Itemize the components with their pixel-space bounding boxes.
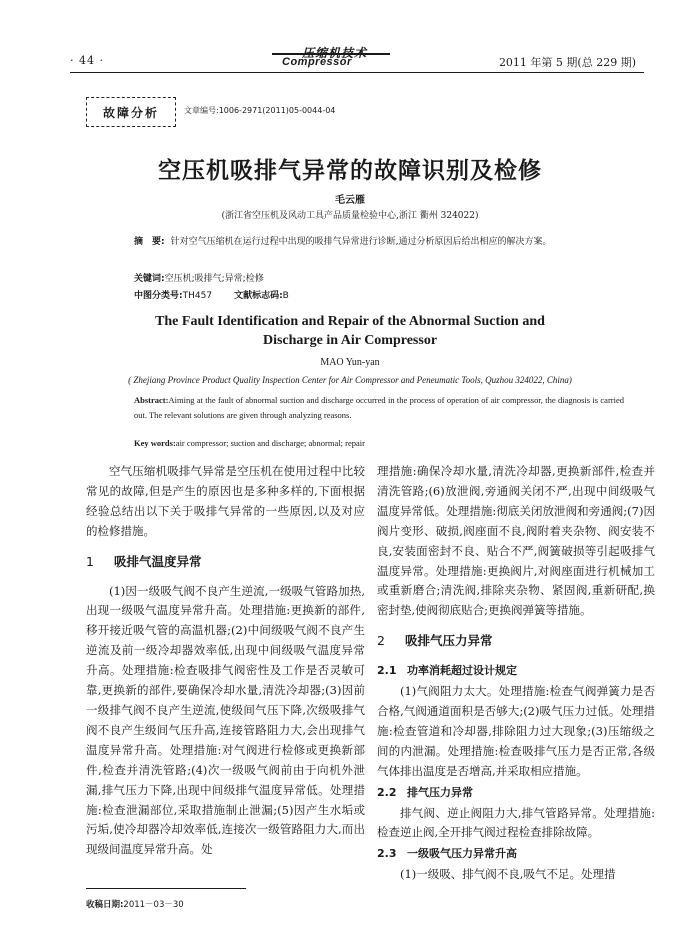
page-number: · 44 · [70,54,104,67]
category-box: 故障分析 [86,97,176,127]
title-en [0,312,700,350]
section-2-2-number: 2.2 [377,785,397,799]
body-left-column [86,462,365,860]
abstract-cn [134,234,620,251]
keywords-cn-text: 空压机;吸排气;异常;检修 [164,274,264,284]
section-2-title: 吸排气压力异常 [405,633,493,649]
section-2-2-title: 排气压力异常 [407,785,473,799]
keywords-cn-label: 关键词: [134,274,165,284]
article-number: 文章编号:1006-2971(2011)05-0044-04 [184,106,336,115]
section-2-heading [377,631,655,651]
section-2-2-heading [377,783,655,803]
classification [134,288,289,301]
abstract-cn-label: 摘 要: [134,237,165,247]
section-2-3-heading [377,844,655,864]
section-1-number: 1 [86,553,94,569]
keywords-en-text: air compressor; suction and discharge; abnormal; repair [175,438,365,448]
section-2-2-paragraph: 排气阀、逆止阀阻力大,排气管路异常。处理措施:检查逆止阀,全开排气阀过程检查排除故障。 [377,805,655,840]
abstract-en-text: Aiming at the fault of abnormal suction and discharge occurred in the process of operation of air compressor, the diagnosis is carried out. The relevant solutions are given through analyzing reasons. [134,395,624,420]
section-1-title: 吸排气温度异常 [114,553,202,569]
journal-logo [272,44,392,70]
abstract-en-label: Abstract: [134,395,169,405]
doc-code-label: 文献标志码: [234,291,283,301]
section-1-paragraph: (1)因一级吸气阀不良产生逆流,一级吸气管路加热,出现一级吸气温度异常升高。处理措施:更换新的部件,移开接近吸气管的高温机器;(2)中间级吸气阀不良产生逆流及前一级冷却器效率低,出现中间级吸气温度异常升高。处理措施:检查吸排气阀密性及工作是否灵敏可靠,更换新的部件,要确保冷却水量,清洗冷却器;(3)因前一级排气阀不良产生逆流,使级间气压下降,次级吸排气阀不良产生级间气压升高,连接管路阻力大,会出现排气温度异常升高。处理措施:对气阀进行检修或更换新部件,检查并清洗管路;(4)次一级吸气阀前由于向机外泄漏,排气压力下降,出现中间级排气温度异常低。处理措施:检查泄漏部位,采取措施制止泄漏;(5)因产生水垢或污垢,使冷却器冷却效率低,连接次一级管路阻力大,而出现级间温度异常升高。处 [86,583,365,857]
section-2-1-paragraph: (1)气阀阻力太大。处理措施:检查气阀弹簧力是否合格,气阀通道面积是否够大;(2)吸气压力过低。处理措施:检查管道和冷却器,排除阻力过大现象;(3)压缩级之间的内泄漏。处理措施:检查吸排气压力是否正常,各级气体排出温度是否增高,并采取相应措施。 [377,684,655,778]
affiliation-cn: (浙江省空压机及风动工具产品质量检验中心,浙江 衢州 324022) [221,211,479,221]
section-2-3-paragraph: (1)一级吸、排气阀不良,吸气不足。处理措 [400,867,616,882]
received-date [86,898,184,910]
doc-code-value: B [282,291,289,301]
journal-name-en: Compressor [282,56,352,68]
affiliation-en: ( Zhejiang Province Product Quality Inspection Center for Air Compressor and Peneumatic Tools, Quzhou 324022, China) [128,375,572,385]
footnote-divider [86,888,246,889]
received-label: 收稿日期: [86,900,124,910]
title-cn: 空压机吸排气异常的故障识别及检修 [158,158,542,184]
section-2-number: 2 [377,633,385,649]
received-value: 2011－03－30 [123,900,184,910]
title-en-line1: The Fault Identification and Repair of the Abnormal Suction and [155,314,545,329]
abstract-cn-text: 针对空气压缩机在运行过程中出现的吸排气异常进行诊断,通过分析原因后给出相应的解决方案。 [170,237,552,247]
header-divider [70,72,644,73]
section-2-3-number: 2.3 [377,847,397,861]
author-cn: 毛云雁 [335,195,365,206]
abstract-en [134,393,624,423]
author-en: MAO Yun-yan [320,357,380,368]
section-1-continuation: 理措施:确保冷却水量,清洗冷却器,更换新部件,检查并清洗管路;(6)放泄阀,旁通阀关闭不严,出现中间级吸气温度异常低。处理措施:彻底关闭放泄阀和旁通阀;(7)因阀片变形、破损,阀座面不良,阀附着夹杂物、阀安装不良,安装面密封不良、贴合不严,阀簧破损等引起吸排气温度异常。处理措施:更换阀片,对阀座面进行机械加工或重新磨合;清洗阀,排除夹杂物、紧固阀,重新研配,换密封垫,使阀彻底贴合;更换阀弹簧等措施。 [377,464,655,618]
section-1-heading [86,552,365,572]
title-en-line2: Discharge in Air Compressor [262,333,438,348]
section-2-1-title: 功率消耗超过设计规定 [407,664,517,678]
section-2-3-title: 一级吸气压力异常升高 [407,847,517,861]
section-2-1-number: 2.1 [377,664,397,678]
body-right-column [377,462,655,885]
issue-info: 2011 年第 5 期(总 229 期) [498,56,636,69]
classification-label: 中图分类号: [134,291,183,301]
keywords-en-label: Key words: [134,438,176,448]
intro-paragraph: 空气压缩机吸排气异常是空压机在使用过程中比较常见的故障,但是产生的原因也是多种多样的,下面根据经验总结出以下关于吸排气异常的一些原因,以及对应的检修措施。 [86,464,365,538]
section-2-1-heading [377,661,655,681]
classification-value: TH457 [182,291,213,301]
logo-bar [272,53,390,55]
keywords-cn [134,271,264,284]
keywords-en [134,438,365,448]
